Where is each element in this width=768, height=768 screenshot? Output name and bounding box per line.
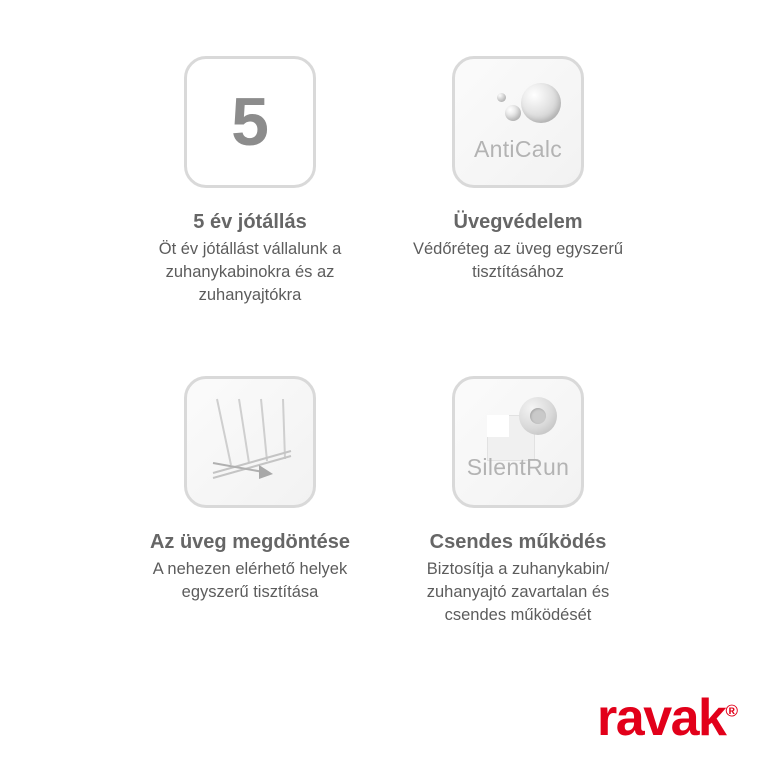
feature-card-glass-tilt — [0, 376, 384, 696]
anticalc-label-anti: Anti — [473, 136, 515, 162]
feature-card-glass-protection — [384, 56, 768, 376]
feature-card-silent-run — [384, 376, 768, 696]
glass-tilt-drawing — [187, 379, 313, 505]
feature-desc-warranty: Öt év jótállást vállalunk a zuhanykabinokra és az zuhanyajtókra — [158, 239, 342, 305]
water-drop-small-icon — [497, 93, 506, 102]
feature-desc-glass-protection: Védőréteg az üveg egyszerű tisztításához — [412, 239, 624, 282]
feature-desc-silent-run: Biztosítja a zuhanykabin/ zuhanyajtó zavartalan és csendes működését — [426, 559, 610, 625]
feature-title-warranty: 5 év jótállás — [193, 211, 307, 233]
feature-card-warranty — [0, 56, 384, 376]
anticalc-label-calc: Calc — [514, 136, 563, 162]
glass-tilt-icon — [184, 376, 316, 508]
feature-desc-glass-tilt: A nehezen elérhető helyek egyszerű tisztítása — [152, 559, 348, 602]
water-drop-medium-icon — [505, 105, 521, 121]
registered-trademark-icon: ® — [725, 701, 738, 721]
five-year-badge-icon — [184, 56, 316, 188]
roller-hub-icon — [530, 408, 546, 424]
roller-bracket-notch — [487, 415, 509, 437]
feature-title-silent-run: Csendes működés — [429, 531, 607, 553]
anticalc-droplet-icon — [452, 56, 584, 188]
silentrun-roller-icon — [452, 376, 584, 508]
anticalc-label — [455, 136, 581, 163]
ravak-logo — [597, 689, 738, 747]
five-year-number: 5 — [231, 84, 269, 160]
water-drop-large-icon — [521, 83, 561, 123]
silentrun-label-silent: Silent — [466, 454, 527, 480]
silentrun-label-run: Run — [526, 454, 570, 480]
feature-grid — [0, 56, 768, 696]
feature-title-glass-tilt: Az üveg megdöntése — [149, 531, 351, 553]
silentrun-label — [455, 454, 581, 481]
ravak-logo-text: ravak — [597, 689, 726, 747]
feature-title-glass-protection: Üvegvédelem — [453, 211, 583, 233]
